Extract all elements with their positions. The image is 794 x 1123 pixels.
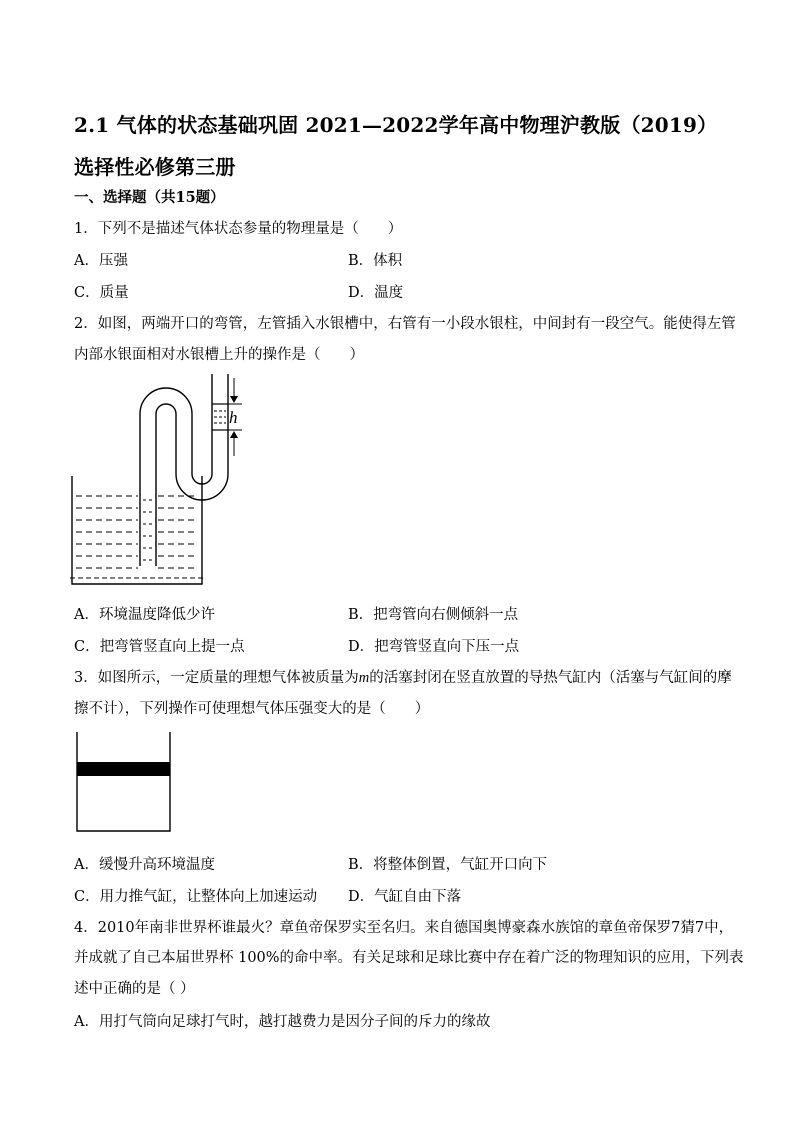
bent-tube-mercury-diagram — [66, 370, 256, 592]
question-3-option-b: B．将整体倒置，气缸开口向下 — [348, 857, 548, 873]
question-4-stem-line2: 并成就了自己本届世界杯 100%的命中率。有关足球和足球比赛中存在着广泛的物理知识的应用，下列表 — [74, 950, 744, 966]
question-4-stem-line1: 4．2010年南非世界杯谁最火？章鱼帝保罗实至名归。来自德国奥博豪森水族馆的章鱼帝保罗7猜7中， — [74, 920, 734, 936]
question-1-option-a: A．压强 — [74, 253, 128, 269]
question-2-option-a: A．环境温度降低少许 — [74, 607, 215, 623]
question-2-stem-line1: 2．如图，两端开口的弯管，左管插入水银槽中，右管有一小段水银柱，中间封有一段空气。能使得左管 — [74, 316, 736, 332]
height-label: h — [229, 408, 238, 427]
section-heading: 一、选择题（共15题） — [74, 189, 225, 206]
question-4-stem-line3: 述中正确的是（ ） — [74, 981, 195, 997]
question-4-option-a: A．用打气筒向足球打气时，越打越费力是因分子间的斥力的缘故 — [74, 1014, 491, 1030]
question-3-option-d: D．气缸自由下落 — [348, 889, 462, 905]
question-3-option-c: C．用力推气缸，让整体向上加速运动 — [74, 889, 318, 905]
mass-variable: m — [358, 670, 370, 686]
piston — [77, 762, 170, 776]
document-title: 2.1 气体的状态基础巩固 2021—2022学年高中物理沪教版（2019）选择性必修第三册 — [74, 113, 718, 179]
question-1-stem: 1．下列不是描述气体状态参量的物理量是（ ） — [74, 221, 403, 237]
question-1-option-c: C．质量 — [74, 285, 129, 301]
question-3-stem-post: 的活塞封闭在竖直放置的导热气缸内（活塞与气缸间的摩 — [369, 670, 732, 686]
question-3-stem-line2: 擦不计），下列操作可使理想气体压强变大的是（ ） — [74, 701, 430, 717]
question-3-option-a: A．缓慢升高环境温度 — [74, 857, 215, 873]
question-3-stem-line1 — [74, 666, 732, 687]
question-1-option-d: D．温度 — [348, 285, 404, 301]
question-1-option-b: B．体积 — [348, 253, 403, 269]
question-2-option-d: D．把弯管竖直向下压一点 — [348, 639, 520, 655]
question-2-option-b: B．把弯管向右侧倾斜一点 — [348, 607, 519, 623]
question-3-stem-pre: 3．如图所示，一定质量的理想气体被质量为 — [74, 670, 359, 686]
cylinder-piston-diagram — [74, 730, 174, 834]
question-2-stem-line2: 内部水银面相对水银槽上升的操作是（ ） — [74, 347, 364, 363]
question-2-option-c: C．把弯管竖直向上提一点 — [74, 639, 245, 655]
